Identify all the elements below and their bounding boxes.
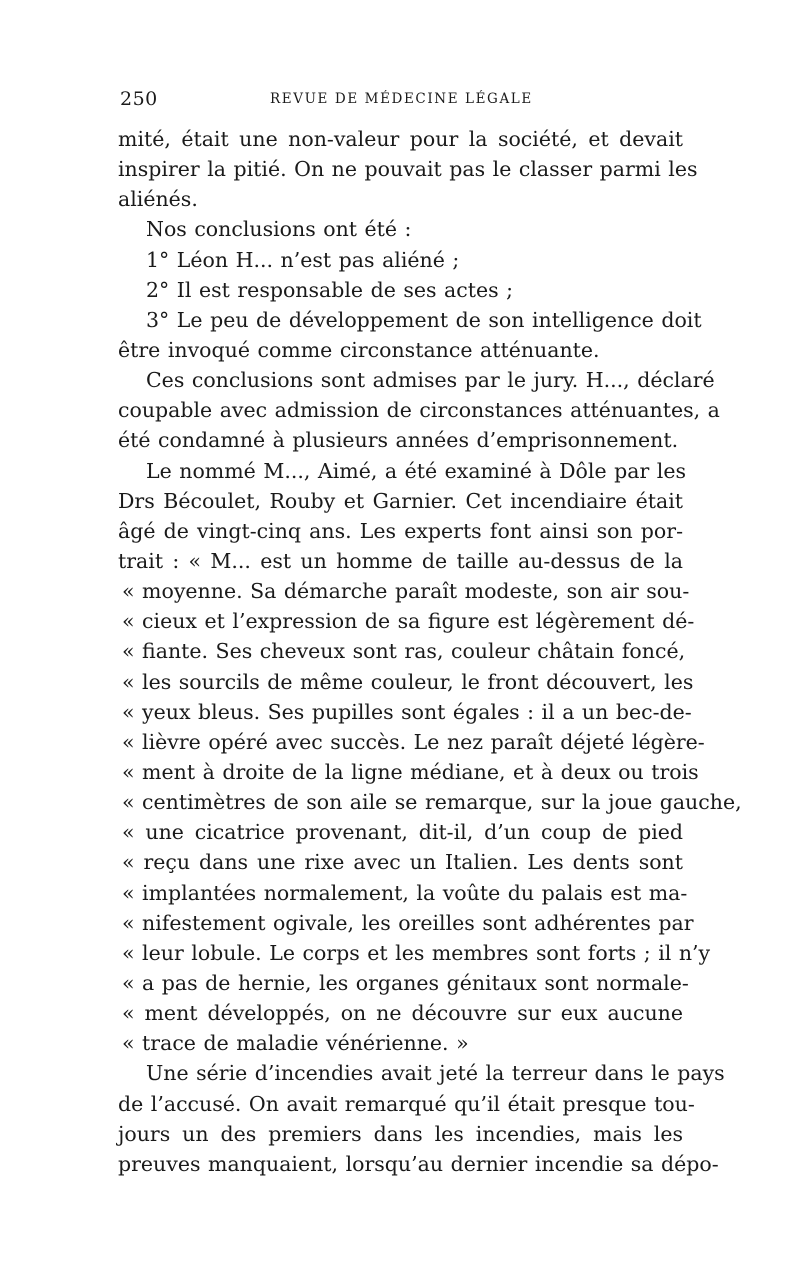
text-line: « implantées normalement, la voûte du palais est ma-: [122, 880, 688, 905]
text-line: aliénés.: [118, 187, 198, 212]
text-line: mité, était une non-valeur pour la société, et devait: [118, 127, 683, 151]
text-line: 1° Léon H... n’est pas aliéné ;: [146, 247, 460, 272]
text-line: inspirer la pitié. On ne pouvait pas le classer parmi les: [118, 157, 698, 182]
text-line: Drs Bécoulet, Rouby et Garnier. Cet incendiaire était: [118, 488, 683, 513]
text-line: Une série d’incendies avait jeté la terreur dans le pays: [146, 1061, 725, 1086]
text-line: « ment développés, on ne découvre sur eux aucune: [122, 1001, 683, 1026]
text-line: « une cicatrice provenant, dit-il, d’un coup de pied: [122, 820, 683, 845]
text-line: trait : « M... est un homme de taille au-dessus de la: [118, 548, 683, 573]
text-line: Le nommé M..., Aimé, a été examiné à Dôle par les: [146, 458, 686, 483]
text-line: « yeux bleus. Ses pupilles sont égales : il a un bec-de-: [122, 699, 692, 724]
text-line: « nifestement ogivale, les oreilles sont adhérentes par: [122, 910, 694, 935]
text-line: « reçu dans une rixe avec un Italien. Les dents sont: [122, 850, 683, 875]
text-line: Ces conclusions sont admises par le jury. H..., déclaré: [146, 368, 715, 393]
text-line: de l’accusé. On avait remarqué qu’il était presque tou-: [118, 1091, 695, 1116]
text-line: preuves manquaient, lorsqu’au dernier incendie sa dépo-: [118, 1151, 719, 1176]
page-header: [120, 88, 680, 112]
text-line: être invoqué comme circonstance atténuante.: [118, 337, 600, 362]
text-line: « a pas de hernie, les organes génitaux sont normale-: [122, 970, 689, 995]
text-line: « centimètres de son aile se remarque, sur la joue gauche,: [122, 790, 742, 815]
running-head: REVUE DE MÉDECINE LÉGALE: [270, 91, 533, 107]
text-line: « lièvre opéré avec succès. Le nez paraît déjeté légère-: [122, 729, 705, 754]
text-line: 3° Le peu de développement de son intelligence doit: [146, 307, 702, 332]
text-line: « les sourcils de même couleur, le front découvert, les: [122, 669, 694, 694]
text-line: « trace de maladie vénérienne. »: [122, 1031, 469, 1056]
text-line: coupable avec admission de circonstances atténuantes, a: [118, 398, 720, 423]
text-line: 2° Il est responsable de ses actes ;: [146, 277, 514, 302]
page-number: 250: [120, 88, 158, 110]
text-line: « ment à droite de la ligne médiane, et à deux ou trois: [122, 759, 699, 784]
text-line: « leur lobule. Le corps et les membres sont forts ; il n’y: [122, 940, 711, 965]
text-line: Nos conclusions ont été :: [146, 217, 412, 242]
text-line: été condamné à plusieurs années d’emprisonnement.: [118, 428, 679, 453]
body-text: [118, 124, 742, 1179]
text-line: « cieux et l’expression de sa figure est légèrement dé-: [122, 609, 695, 634]
text-line: « moyenne. Sa démarche paraît modeste, son air sou-: [122, 579, 690, 604]
text-line: âgé de vingt-cinq ans. Les experts font ainsi son por-: [118, 518, 683, 543]
text-line: jours un des premiers dans les incendies, mais les: [118, 1121, 683, 1146]
text-line: « fiante. Ses cheveux sont ras, couleur châtain foncé,: [122, 639, 686, 664]
